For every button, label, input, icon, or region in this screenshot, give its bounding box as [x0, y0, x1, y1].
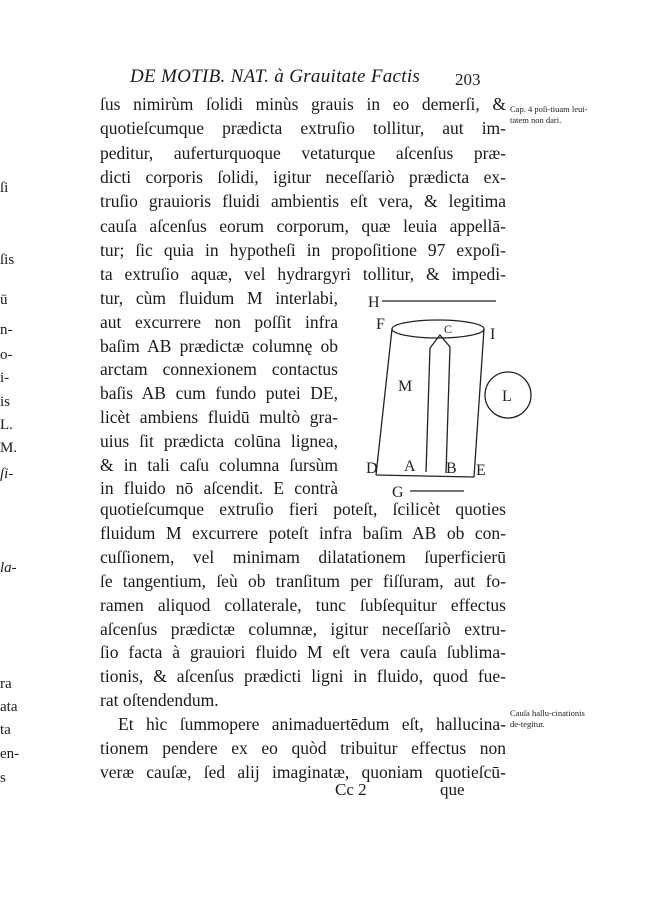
cylinder-base-de — [376, 475, 474, 477]
body-line: cuſſionem, vel minimam dilatationem ſuperficierū — [100, 546, 506, 567]
cylinder-left-side — [376, 329, 392, 475]
body-line: truſio grauioris fluidi ambientis eſt vera, & legitima — [100, 191, 506, 212]
label-l: L — [502, 388, 512, 405]
body-line: in fluido nō aſcendit. E contrà — [100, 478, 338, 499]
margin-fragment: ra — [0, 676, 12, 692]
body-line: cauſa aſcenſus eorum corporum, quæ leuia appellā- — [100, 215, 506, 236]
margin-fragment: ta — [0, 722, 11, 738]
signature-mark: Cc 2 — [335, 780, 367, 799]
margin-fragment: i- — [0, 370, 10, 386]
cylinder-figure — [360, 285, 610, 505]
label-e: E — [476, 462, 486, 479]
body-line: uius ſit prædicta colūna lignea, — [100, 430, 338, 451]
body-line: ſe tangentium, ſeù ob tranſitum per fiſſuram, aut fo- — [100, 570, 506, 591]
label-a: A — [404, 458, 416, 475]
body-line: fluidum M excurrere poteſt infra baſim AB ob con- — [100, 522, 506, 543]
margin-note: Cauſa hallu-cinationis de-tegitur. — [510, 708, 585, 729]
margin-fragment: ata — [0, 699, 18, 715]
margin-fragment: M. — [0, 440, 18, 456]
label-h: H — [368, 294, 380, 311]
margin-fragment: ū — [0, 292, 8, 308]
catchword: que — [440, 780, 465, 799]
body-line: baſim AB prædictæ columnę ob — [100, 335, 338, 356]
margin-fragment: ſi — [0, 180, 9, 196]
running-title: DE MOTIB. NAT. à Grauitate Factis — [130, 66, 421, 87]
margin-fragment: ſis — [0, 252, 15, 268]
body-line: arctam connexionem contactus — [100, 359, 338, 380]
body-line: tionis, & aſcenſus prædicti ligni in fluido, quod fue- — [100, 666, 506, 687]
body-line: tionem pendere ex eo quòd tribuitur effectus non — [100, 738, 506, 758]
page-number: 203 — [455, 70, 481, 89]
label-b: B — [446, 460, 457, 477]
body-line: peditur, auferturquoque vetaturque aſcenſus præ- — [100, 142, 506, 163]
label-m: M — [398, 378, 413, 395]
label-f: F — [376, 316, 385, 333]
body-line: licèt ambiens fluidū multò gra- — [100, 407, 338, 427]
body-line: quotieſcumque prædicta extruſio tollitur, aut im- — [100, 118, 506, 139]
margin-fragment: en- — [0, 746, 20, 762]
body-line: dicti corporis ſolidi, igitur neceſſariò prædicta ex- — [100, 166, 506, 187]
label-d: D — [366, 460, 378, 477]
body-line: aut excurrere non poſſit infra — [100, 311, 338, 332]
column-ab — [426, 335, 450, 473]
margin-fragment: n- — [0, 322, 13, 338]
body-line: ramen aliquod collaterale, tunc ſubſequitur effectus — [100, 594, 506, 615]
cylinder-right-side — [474, 329, 484, 477]
body-line: baſis AB cum fundo putei DE, — [100, 383, 338, 404]
body-line: quotieſcumque extruſio fieri poteſt, ſcilicèt quoties — [100, 499, 506, 519]
body-line: aſcenſus prædictæ columnæ, igitur neceſſariò extru- — [100, 618, 506, 639]
margin-fragment: L. — [0, 417, 13, 433]
margin-fragment: o- — [0, 347, 13, 363]
body-line: ſus nimirùm ſolidi minùs grauis in eo demerſi, & — [100, 94, 506, 114]
body-line: rat oſtendendum. — [100, 690, 219, 711]
body-line: ta extruſio aquæ, vel hydrargyri tollitur, & impedi- — [100, 264, 506, 285]
cylinder-top — [392, 320, 484, 338]
body-line: veræ cauſæ, ſed alij imaginatæ, quoniam quotieſcū- — [100, 761, 506, 782]
label-g: G — [392, 484, 404, 501]
body-line: Et hìc ſummopere animaduertēdum eſt, hallucina- — [118, 714, 506, 735]
margin-fragment: s — [0, 770, 6, 786]
label-c: C — [444, 322, 453, 336]
body-line: tur; ſic quia in hypotheſi in propoſitione 97 expoſi- — [100, 239, 506, 260]
margin-fragment: la- — [0, 560, 17, 576]
label-i: I — [490, 326, 496, 343]
body-line: tur, cùm fluidum M interlabi, — [100, 288, 338, 309]
body-line: ſio facta à grauiori fluido M eſt vera cauſa ſublima- — [100, 642, 506, 663]
margin-fragment: ſi- — [0, 466, 14, 482]
margin-fragment: is — [0, 394, 11, 410]
margin-note: Cap. 4 poſi-tiuam leui-tatem non dari. — [510, 104, 588, 125]
body-line: & in tali caſu columna ſursùm — [100, 454, 338, 475]
